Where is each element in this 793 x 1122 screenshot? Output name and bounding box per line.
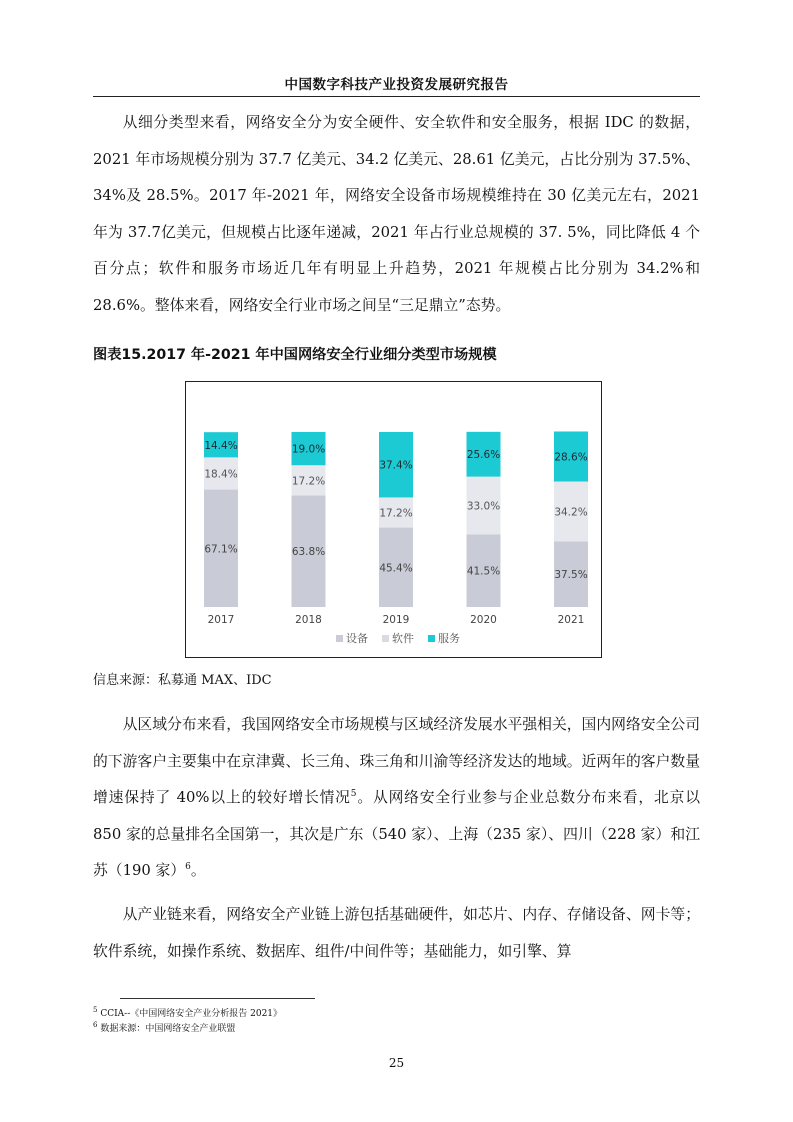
- data-label: 17.2%: [379, 507, 413, 520]
- paragraph-text: 从区域分布来看，我国网络安全市场规模与区域经济发展水平强相关，国内网络安全公司的下游客户主要集中在京津冀、长三角、珠三角和川渝等经济发达的地域。近两年的客户数量增速保持了 40%以上的较好增长情况: [93, 716, 700, 806]
- footnote-text: 数据来源：中国网络安全产业联盟: [100, 1024, 236, 1034]
- running-header: 中国数字科技产业投资发展研究报告: [284, 77, 509, 93]
- figure-caption: 图表15.2017 年-2021 年中国网络安全行业细分类型市场规模: [93, 347, 497, 363]
- footnote-marker: 5: [93, 1006, 98, 1014]
- legend-swatch: [382, 635, 389, 642]
- paragraph-industry-chain: 从产业链来看，网络安全产业链上游包括基础硬件，如芯片、内存、存储设备、网卡等；软件系统，如操作系统、数据库、组件/中间件等；基础能力，如引擎、算: [93, 906, 700, 960]
- paragraph-regional-distribution: [93, 707, 700, 890]
- x-tick-label: 2018: [295, 614, 322, 626]
- paragraph-segment-types: 从细分类型来看，网络安全分为安全硬件、安全软件和安全服务，根据 IDC 的数据，2021 年市场规模分别为 37.7 亿美元、34.2 亿美元、28.61 亿美元，占比分别为 37.5%、34%及 28.5%。2017 年-2021 年，网络安全设备市场规模维持在 30 亿美元左右，2021 年为 37.7亿美元，但规模占比逐年递减，2021 年占行业总规模的 37. 5%，同比降低 4 个百分点；软件和服务市场近几年有明显上升趋势，2021 年规模占比分别为 34.2%和 28.6%。整体来看，网络安全行业市场之间呈“三足鼎立”态势。: [93, 114, 700, 314]
- x-tick-label: 2019: [382, 614, 410, 626]
- legend-label: 服务: [438, 632, 460, 645]
- legend-label: 设备: [346, 632, 368, 645]
- footnote-text: CCIA--《中国网络安全产业分析报告 2021》: [100, 1009, 283, 1019]
- data-label: 37.5%: [554, 569, 588, 582]
- data-label: 19.0%: [291, 443, 326, 456]
- footnote-ref-5[interactable]: 5: [350, 789, 357, 800]
- page-number: 25: [388, 1056, 405, 1070]
- data-label: 28.6%: [554, 451, 588, 464]
- data-label: 37.4%: [379, 459, 413, 472]
- data-label: 41.5%: [466, 565, 501, 578]
- x-tick-label: 2020: [470, 614, 497, 626]
- chart-canvas: [186, 382, 601, 657]
- legend-label: 软件: [392, 632, 414, 645]
- data-label: 14.4%: [204, 439, 238, 452]
- legend-swatch: [428, 635, 435, 642]
- x-tick-label: 2017: [207, 614, 235, 626]
- data-label: 34.2%: [554, 506, 588, 519]
- legend-swatch: [336, 635, 343, 642]
- figure-source: 信息来源：私募通 MAX、IDC: [93, 673, 272, 688]
- stacked-bar-chart: [185, 381, 602, 658]
- paragraph-text: 。从网络安全行业参与企业总数分布来看，北京以 850 家的总量排名全国第一，其次是广东（540 家）、上海（235 家）、四川（228 家）和江苏（190 家）: [93, 789, 700, 879]
- footnote-5: [93, 1006, 282, 1019]
- data-label: 17.2%: [291, 475, 326, 488]
- footnote-6: [93, 1021, 235, 1034]
- x-tick-label: 2021: [557, 614, 585, 626]
- data-label: 45.4%: [379, 562, 413, 575]
- header-divider: [93, 96, 700, 97]
- footnote-ref-6[interactable]: 6: [185, 862, 191, 873]
- footnote-marker: 6: [93, 1021, 98, 1029]
- footnote-divider: [120, 998, 315, 999]
- data-label: 18.4%: [204, 468, 238, 481]
- data-label: 25.6%: [466, 449, 501, 462]
- data-label: 67.1%: [204, 543, 238, 556]
- data-label: 63.8%: [291, 546, 326, 559]
- data-label: 33.0%: [466, 500, 501, 513]
- paragraph-text: 。: [190, 862, 206, 879]
